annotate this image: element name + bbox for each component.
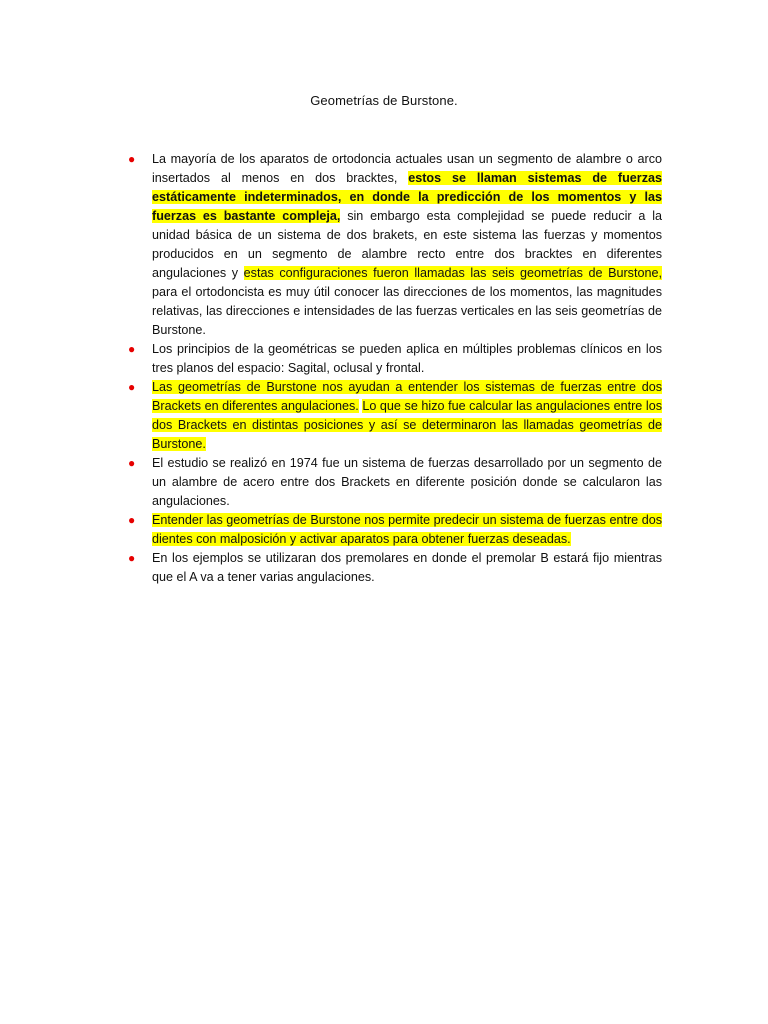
text-segment: para el ortodoncista es muy útil conocer las direcciones de los momentos, las magnitudes relativas, las direcciones e intensidades de las fuerzas verticales en las seis geometrías de Burstone. <box>152 285 662 337</box>
document-title: Geometrías de Burstone. <box>310 93 458 108</box>
bullet-dot-icon: ● <box>128 152 136 166</box>
text-segment: La mayoría de los aparatos de ortodoncia actuales usan un segmento de alambre o arco insertados al menos en dos bracktes, <box>152 152 662 185</box>
list-item <box>128 454 662 511</box>
list-item-text <box>152 150 662 340</box>
text-segment: sin embargo esta complejidad se puede reducir a la unidad básica de un sistema de dos brakets, en este sistema las fuerzas y momentos producidos en un segmento de alambre recto entre dos bracktes en diferentes angulaciones y <box>152 209 662 280</box>
bullet-dot-icon: ● <box>128 380 136 394</box>
bullet-dot-icon: ● <box>128 456 136 470</box>
list-item-text <box>152 340 662 378</box>
list-item-text <box>152 454 662 511</box>
list-item <box>128 150 662 340</box>
list-item <box>128 511 662 549</box>
text-segment: El estudio se realizó en 1974 fue un sistema de fuerzas desarrollado por un segmento de un alambre de acero entre dos Brackets en diferente posición donde se calcularon las angulaciones. <box>152 456 662 508</box>
highlighted-text: estas configuraciones fueron llamadas las seis geometrías de Burstone, <box>243 266 662 280</box>
bullet-list <box>128 150 662 587</box>
list-item-text <box>152 511 662 549</box>
bullet-dot-icon: ● <box>128 551 136 565</box>
list-item <box>128 549 662 587</box>
text-segment: Los principios de la geométricas se pueden aplica en múltiples problemas clínicos en los tres planos del espacio: Sagital, oclusal y frontal. <box>152 342 662 375</box>
list-item-text <box>152 549 662 587</box>
text-segment: En los ejemplos se utilizaran dos premolares en donde el premolar B estará fijo mientras que el A va a tener varias angulaciones. <box>152 551 662 584</box>
list-item <box>128 378 662 454</box>
highlighted-text: Las geometrías de Burstone nos ayudan a entender los sistemas de fuerzas entre dos Brackets en diferentes angulaciones. <box>152 380 662 413</box>
bullet-dot-icon: ● <box>128 342 136 356</box>
list-item <box>128 340 662 378</box>
list-item-text <box>152 378 662 454</box>
highlighted-text: estos se llaman sistemas de fuerzas estáticamente indeterminados, en donde la predicción de los momentos y las fuerzas es bastante compleja, <box>152 171 662 223</box>
bullet-dot-icon: ● <box>128 513 136 527</box>
highlighted-text: Lo que se hizo fue calcular las angulaciones entre los dos Brackets en distintas posiciones y así se determinaron las llamadas geometrías de Burstone. <box>152 399 662 451</box>
highlighted-text: Entender las geometrías de Burstone nos permite predecir un sistema de fuerzas entre dos dientes con malposición y activar aparatos para obtener fuerzas deseadas. <box>152 513 662 546</box>
